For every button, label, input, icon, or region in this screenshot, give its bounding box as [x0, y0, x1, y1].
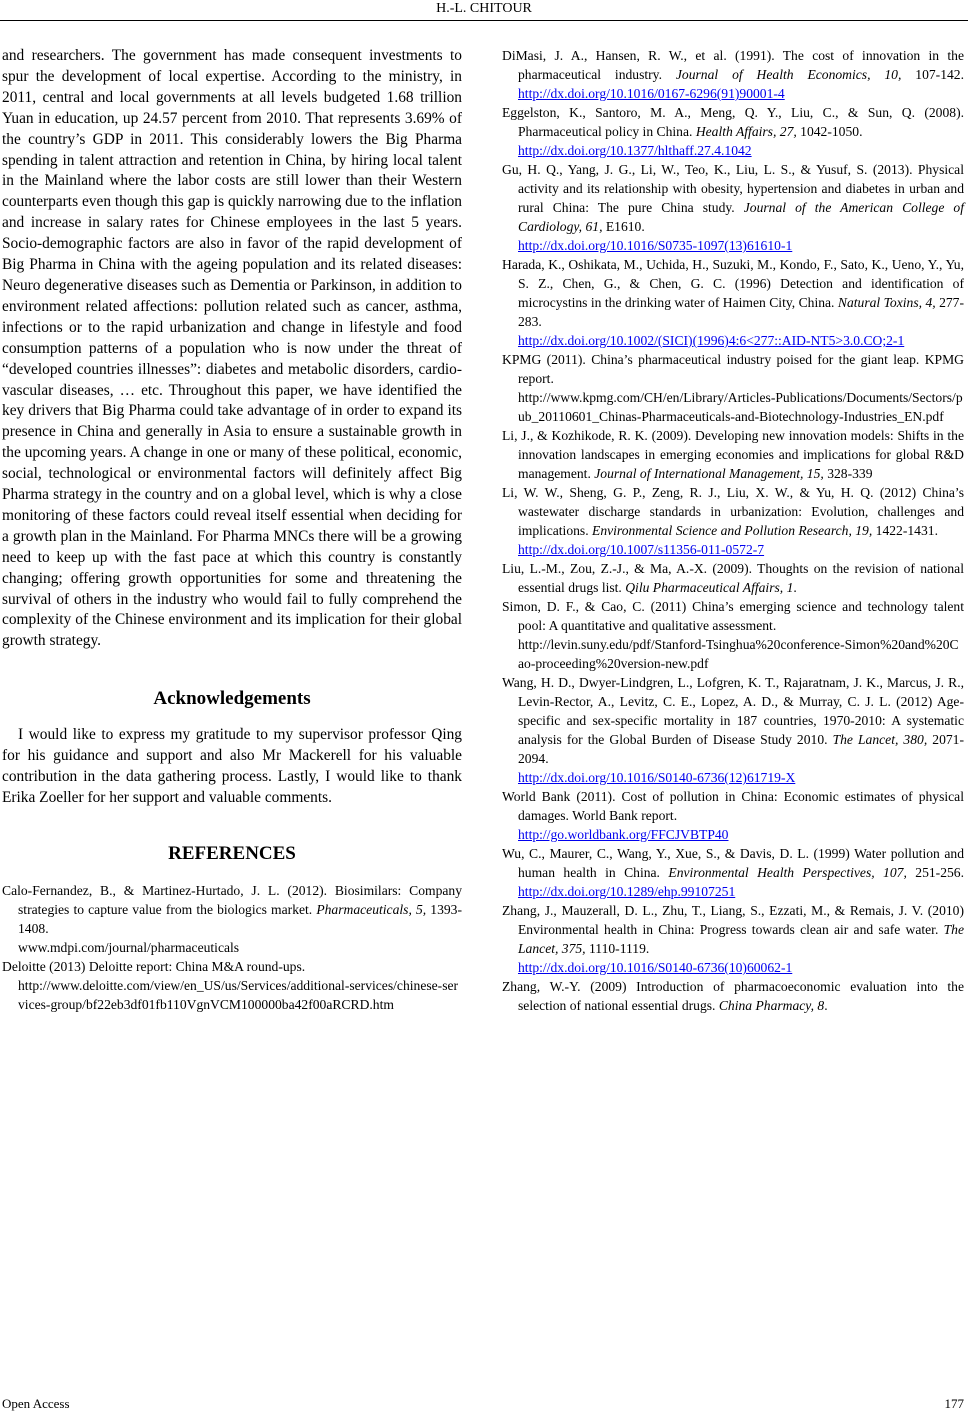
reference-journal: Natural Toxins, 4, [837, 295, 936, 310]
reference-text: Gu, H. Q., Yang, J. G., Li, W., Teo, K., Liu, L. S., & Yusuf, S. (2013). Physical activity and its relationship with obesity, hypertension and diabetes in urban and rural China: The pure China study. [502, 162, 964, 215]
reference-item [502, 844, 964, 901]
reference-item [502, 160, 964, 255]
references-heading: REFERENCES [168, 843, 296, 865]
reference-doi-link[interactable]: http://dx.doi.org/10.1377/hlthaff.27.4.1042 [518, 143, 752, 158]
reference-text: Deloitte (2013) Deloitte report: China M&A round-ups. [2, 959, 306, 975]
reference-doi-link[interactable]: http://dx.doi.org/10.1002/(SICI)(1996)4:6<277::AID-NT5>3.0.CO;2-1 [518, 333, 905, 348]
reference-pages: 1110-1119. [585, 941, 650, 956]
reference-item [2, 957, 462, 1014]
reference-journal: The Lancet, 380, [832, 732, 928, 747]
reference-text: Harada, K., Oshikata, M., Uchida, H., Suzuki, M., Kondo, F., Sato, K., Ueno, Y., Yu, S. Z., Chen, G., & Chen, G. C. (1996) Detection and identification of microcystins in the drinking water of Haimen City, China. [502, 257, 964, 310]
reference-doi-link[interactable]: http://dx.doi.org/10.1007/s11356-011-0572-7 [518, 542, 765, 557]
reference-journal: Health Affairs, 27, [695, 124, 797, 139]
reference-journal: Qilu Pharmaceutical Affairs, 1 [625, 580, 794, 595]
reference-journal: Pharmaceuticals, 5, [316, 902, 427, 918]
reference-journal: China Pharmacy, 8 [718, 998, 825, 1013]
reference-text: DiMasi, J. A., Hansen, R. W., et al. (1991). The cost of innovation in the pharmaceutical industry. [502, 48, 964, 82]
reference-url-text: http://levin.suny.edu/pdf/Stanford-Tsinghua%20conference-Simon%20and%20Cao-proceeding%20version-new.pdf [518, 637, 959, 671]
reference-item [2, 881, 462, 957]
reference-text: Wang, H. D., Dwyer-Lindgren, L., Lofgren, K. T., Rajaratnam, J. K., Marcus, J. R., Levin-Rector, A., Levitz, C. E., Lopez, A. D., & Murray, C. J. L. (2012) Age-specific and sex-specific mortality in 187 countries, 1970-2010: A systematic analysis for the Global Burden of Disease Study 2010. [502, 675, 964, 747]
reference-pages: 1422-1431. [872, 523, 938, 538]
reference-item [502, 559, 964, 597]
reference-text: Zhang, J., Mauzerall, D. L., Zhu, T., Liang, S., Ezzati, M., & Remais, J. V. (2010) Environmental health in China: Progress towards clean air and safe water. [502, 903, 964, 937]
references-list-right [502, 46, 964, 1015]
reference-item [502, 673, 964, 787]
reference-doi-link[interactable]: http://dx.doi.org/10.1016/S0140-6736(12)61719-X [518, 770, 796, 785]
acknowledgements-heading: Acknowledgements [153, 688, 311, 710]
reference-doi-link[interactable]: http://dx.doi.org/10.1016/S0140-6736(10)60062-1 [518, 960, 793, 975]
reference-journal: Journal of the American College of Cardiology, 61, [518, 200, 964, 234]
reference-doi-link[interactable]: http://dx.doi.org/10.1016/S0735-1097(13)61610-1 [518, 238, 793, 253]
body-paragraph: and researchers. The government has made consequent investments to spur the development of local expertise. According to the ministry, in 2011, central and local governments at all levels budgeted 1.68 trillion Yuan in education, up 24.57 percent from 2010. That represents 3.69% of the country’s GDP in 2011. This considerably lowers the Big Pharma spending in talent attraction and retention in China, by hiring local talent in the Mainland where the labor costs are still lower than their Western counterparts even though this gap is quickly narrowing due to the inflation and increase in salary rates for Chinese employees in the last 5 years. Socio-demographic factors are also in favor of the rapid development of Big Pharma in China with the ageing population and its related diseases: Neuro degenerative diseases such as Dementia or Parkinson, in addition to environment related affections: pollution related such as cancer, asthma, infections or to the rapid urbanization and change in lifestyle and food consumption patterns of a population who is now under the threat of “developed countries illnesses”: diabetes and metabolic disorders, cardio-vascular diseases, … etc. Throughout this paper, we have identified the key drivers that Big Pharma could take advantage of in order to expand its presence in China and generally in Asia to ensure a sustainable growth in the upcoming years. A change in one or many of these political, economic, social, technological or environmental factors will definitely affect Big Pharma strategy in the country and on a global level, which is why a close monitoring of these factors could reveal itself essential when deciding for a growth plan in the Mainland. For Pharma MNCs there will be a growing need to keep up with the fast pace at which this country is constantly changing; offering growth opportunities for some and threatening the survival of others in the industry who would fail to fully comprehend the complexity of the Chinese environment and its implication for their global growth strategy. [2, 47, 462, 650]
reference-item [502, 787, 964, 844]
reference-pages: . [793, 580, 797, 595]
reference-url-text: http://www.deloitte.com/view/en_US/us/Services/additional-services/chinese-services-group/bf22eb3df01fb110VgnVCM100000ba42f00aRCRD.htm [18, 978, 459, 1013]
reference-journal: Journal of International Management, 15, [594, 466, 824, 481]
reference-text: Wu, C., Maurer, C., Wang, Y., Xue, S., & Davis, D. L. (1999) Water pollution and human health in China. [502, 846, 964, 880]
header-rule [0, 20, 968, 21]
reference-item [502, 483, 964, 559]
reference-url-text: http://www.kpmg.com/CH/en/Library/Articles-Publications/Documents/Sectors/pub_20110601_Chinas-Pharmaceuticals-and-Biotechnology-Industries_EN.pdf [518, 390, 963, 424]
running-header: H.-L. CHITOUR [436, 1, 532, 16]
reference-pages: . [824, 998, 828, 1013]
reference-item [502, 46, 964, 103]
footer-journal: Open Access [2, 1396, 70, 1411]
reference-text: Li, J., & Kozhikode, R. K. (2009). Developing new innovation models: Shifts in the innovation landscapes in emerging economies and implications for global R&D management. [502, 428, 964, 481]
reference-pages: 277-283. [518, 295, 964, 329]
reference-journal: Environmental Health Perspectives, 107, [668, 865, 907, 880]
left-column [2, 46, 462, 1014]
page-number: 177 [944, 1396, 964, 1411]
reference-journal: Journal of Health Economics, 10, [675, 67, 902, 82]
reference-pages: 251-256. [906, 865, 964, 880]
right-column [502, 46, 964, 1015]
references-list-left [2, 881, 462, 1014]
reference-text: Eggelston, K., Santoro, M. A., Meng, Q. Y., Liu, C., & Sun, Q. (2008). Pharmaceutical policy in China. [502, 105, 964, 139]
reference-pages: 1393-1408. [18, 902, 463, 937]
reference-pages: 107-142. [901, 67, 964, 82]
reference-journal: Environmental Science and Pollution Research, 19, [592, 523, 873, 538]
reference-pages: 328-339 [823, 466, 873, 481]
reference-text: KPMG (2011). China’s pharmaceutical industry poised for the giant leap. KPMG report. [502, 352, 964, 386]
reference-text: Zhang, W.-Y. (2009) Introduction of pharmacoeconomic evaluation into the selection of national essential drugs. [502, 979, 964, 1013]
reference-text: Liu, L.-M., Zou, Z.-J., & Ma, A.-X. (2009). Thoughts on the revision of national essential drugs list. [502, 561, 964, 595]
reference-item [502, 255, 964, 350]
reference-pages: 2071-2094. [518, 732, 964, 766]
acknowledgements-text: I would like to express my gratitude to my supervisor professor Qing for his guidance and support and also Mr Mackerell for his valuable contribution in the data gathering process. Lastly, I would like to thank Erika Zoeller for her support and valuable comments. [2, 726, 462, 807]
reference-doi-link[interactable]: http://dx.doi.org/10.1016/0167-6296(91)90001-4 [518, 86, 785, 101]
reference-item [502, 597, 964, 673]
reference-pages: 1042-1050. [796, 124, 863, 139]
reference-text: Li, W. W., Sheng, G. P., Zeng, R. J., Liu, X. W., & Yu, H. Q. (2012) China’s wastewater discharge standards in urbanization: Evolution, challenges and implications. [502, 485, 964, 538]
reference-journal: The Lancet, 375, [518, 922, 964, 956]
reference-item [502, 350, 964, 426]
reference-item [502, 901, 964, 977]
reference-pages: E1610. [602, 219, 645, 234]
reference-item [502, 426, 964, 483]
reference-text: Simon, D. F., & Cao, C. (2011) China’s emerging science and technology talent pool: A quantitative and qualitative assessment. [502, 599, 964, 633]
reference-doi-link[interactable]: http://dx.doi.org/10.1289/ehp.99107251 [518, 884, 736, 899]
reference-text: Calo-Fernandez, B., & Martinez-Hurtado, J. L. (2012). Biosimilars: Company strategies to capture value from the biologics market. [2, 883, 462, 918]
reference-doi-link[interactable]: http://go.worldbank.org/FFCJVBTP40 [518, 827, 729, 842]
reference-url-text: www.mdpi.com/journal/pharmaceuticals [18, 940, 240, 956]
reference-item [502, 977, 964, 1015]
reference-text: World Bank (2011). Cost of pollution in China: Economic estimates of physical damages. World Bank report. [502, 789, 964, 823]
reference-item [502, 103, 964, 160]
